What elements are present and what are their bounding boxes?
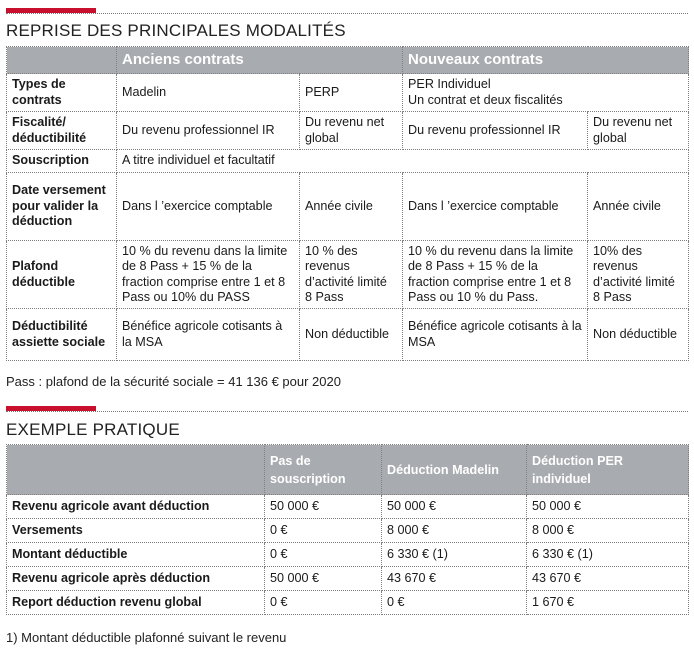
table-cell: PERP xyxy=(300,74,403,112)
table-row xyxy=(7,591,689,615)
header-deduction-madelin: Déduction Madelin xyxy=(382,445,527,495)
exemple-table xyxy=(6,444,689,615)
table-row xyxy=(7,309,689,361)
header-corner xyxy=(7,47,117,74)
table-cell: Non déductible xyxy=(588,309,689,361)
table-cell: 0 € xyxy=(265,543,382,567)
header-pas-de-souscription: Pas de souscription xyxy=(265,445,382,495)
table-row xyxy=(7,74,689,112)
pass-note: Pass : plafond de la sécurité sociale = 41 136 € pour 2020 xyxy=(6,374,341,389)
header-corner xyxy=(7,445,265,495)
table-cell: Du revenu net global xyxy=(300,112,403,150)
table-row xyxy=(7,173,689,241)
row-label: Souscription xyxy=(7,150,117,173)
table-cell: Dans l ’exercice comptable xyxy=(403,173,588,241)
table-cell: Dans l ’exercice comptable xyxy=(117,173,300,241)
table-cell: 50 000 € xyxy=(527,495,689,519)
footnote: 1) Montant déductible plafonné suivant le revenu xyxy=(6,630,287,645)
row-label: Date versement pour valider la déduction xyxy=(7,173,117,241)
section2-divider xyxy=(6,411,688,412)
table-cell: Madelin xyxy=(117,74,300,112)
table-row xyxy=(7,112,689,150)
table-cell: 50 000 € xyxy=(265,495,382,519)
section1-title: REPRISE DES PRINCIPALES MODALITÉS xyxy=(6,21,346,40)
table-cell: 6 330 € (1) xyxy=(527,543,689,567)
table-cell: Du revenu net global xyxy=(588,112,689,150)
header-anciens-contrats: Anciens contrats xyxy=(117,47,403,74)
table-cell: 0 € xyxy=(382,591,527,615)
table-row xyxy=(7,241,689,309)
table-cell: PER Individuel Un contrat et deux fiscalités xyxy=(403,74,689,112)
table-cell: 50 000 € xyxy=(265,567,382,591)
table-row xyxy=(7,519,689,543)
table-cell: 50 000 € xyxy=(382,495,527,519)
table-row xyxy=(7,495,689,519)
table-cell: Bénéfice agricole cotisants à la MSA xyxy=(117,309,300,361)
table-cell: 0 € xyxy=(265,591,382,615)
row-label: Versements xyxy=(7,519,265,543)
row-label: Types de contrats xyxy=(7,74,117,112)
table-cell: A titre individuel et facultatif xyxy=(117,150,689,173)
row-label: Fiscalité/ déductibilité xyxy=(7,112,117,150)
table-cell: Bénéfice agricole cotisants à la MSA xyxy=(403,309,588,361)
row-label: Revenu agricole avant déduction xyxy=(7,495,265,519)
table-row xyxy=(7,567,689,591)
row-label: Revenu agricole après déduction xyxy=(7,567,265,591)
row-label: Déductibilité assiette sociale xyxy=(7,309,117,361)
row-label: Report déduction revenu global xyxy=(7,591,265,615)
header-nouveaux-contrats: Nouveaux contrats xyxy=(403,47,689,74)
row-label: Plafond déductible xyxy=(7,241,117,309)
row-label: Montant déductible xyxy=(7,543,265,567)
table-row xyxy=(7,150,689,173)
table-cell: Du revenu professionnel IR xyxy=(403,112,588,150)
header-deduction-per: Déduction PER individuel xyxy=(527,445,689,495)
table-cell: Année civile xyxy=(300,173,403,241)
table-cell: Année civile xyxy=(588,173,689,241)
section1-divider xyxy=(6,13,688,14)
table-cell: 8 000 € xyxy=(527,519,689,543)
table-cell: 10 % des revenus d’activité limité 8 Pass xyxy=(300,241,403,309)
table-cell: 10 % du revenu dans la limite de 8 Pass + 15 % de la fraction comprise entre 1 et 8 Pass ou 10 % du Pass. xyxy=(403,241,588,309)
table-cell: 8 000 € xyxy=(382,519,527,543)
table-cell: Du revenu professionnel IR xyxy=(117,112,300,150)
modalites-table xyxy=(6,46,689,361)
table-cell: 0 € xyxy=(265,519,382,543)
table-cell: Non déductible xyxy=(300,309,403,361)
table-row xyxy=(7,543,689,567)
table-cell: 10% des revenus d’activité limité 8 Pass xyxy=(588,241,689,309)
section2-title: EXEMPLE PRATIQUE xyxy=(6,420,180,439)
table-cell: 43 670 € xyxy=(527,567,689,591)
table-cell: 43 670 € xyxy=(382,567,527,591)
table-cell: 6 330 € (1) xyxy=(382,543,527,567)
table-cell: 10 % du revenu dans la limite de 8 Pass + 15 % de la fraction comprise entre 1 et 8 Pass ou 10% du PASS xyxy=(117,241,300,309)
table-cell: 1 670 € xyxy=(527,591,689,615)
